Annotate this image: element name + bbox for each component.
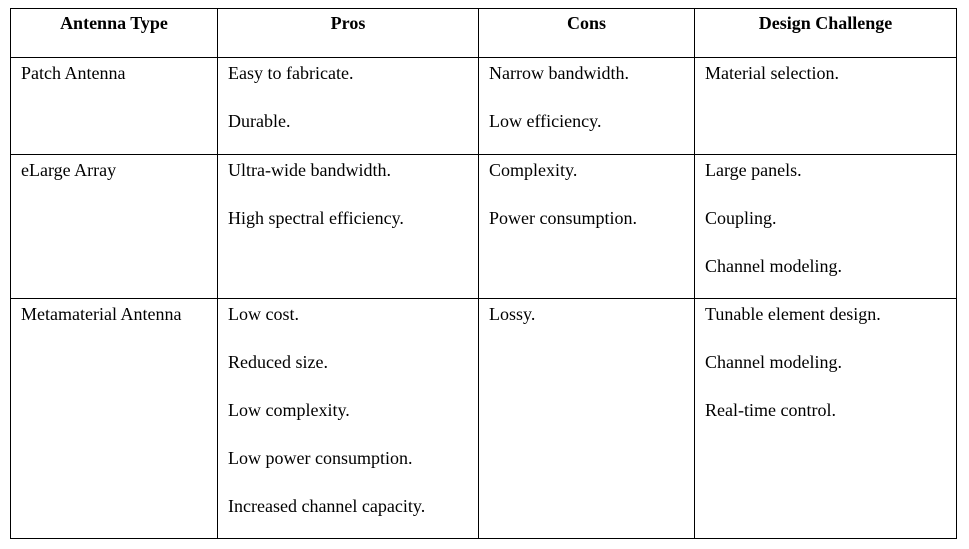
- con-item: Lossy.: [489, 304, 536, 324]
- challenge-item: Channel modeling.: [705, 256, 842, 276]
- con-item: Power consumption.: [489, 208, 637, 228]
- cell-cons: [479, 299, 695, 539]
- pro-item: Low power consumption.: [228, 448, 413, 468]
- table-row: [11, 58, 957, 155]
- header-cons: Cons: [479, 9, 695, 58]
- cell-design-challenge: [695, 58, 957, 155]
- cell-cons: [479, 58, 695, 155]
- challenge-item: Real-time control.: [705, 400, 836, 420]
- antenna-type-label: eLarge Array: [21, 160, 117, 180]
- table-row: [11, 155, 957, 299]
- challenge-item: Material selection.: [705, 63, 839, 83]
- cell-cons: [479, 155, 695, 299]
- pro-item: Reduced size.: [228, 352, 328, 372]
- cell-design-challenge: [695, 299, 957, 539]
- cell-antenna-type: [11, 299, 218, 539]
- con-item: Narrow bandwidth.: [489, 63, 629, 83]
- pro-item: Ultra-wide bandwidth.: [228, 160, 391, 180]
- cell-antenna-type: [11, 155, 218, 299]
- pro-item: Increased channel capacity.: [228, 496, 426, 516]
- cell-pros: [218, 58, 479, 155]
- challenge-item: Large panels.: [705, 160, 802, 180]
- table-body: [11, 58, 957, 539]
- header-antenna-type: Antenna Type: [11, 9, 218, 58]
- cell-design-challenge: [695, 155, 957, 299]
- challenge-item: Coupling.: [705, 208, 777, 228]
- header-design-challenge: Design Challenge: [695, 9, 957, 58]
- pro-item: Low complexity.: [228, 400, 350, 420]
- table-row: [11, 299, 957, 539]
- pro-item: Durable.: [228, 111, 291, 131]
- antenna-comparison-table: [10, 8, 957, 539]
- cell-pros: [218, 299, 479, 539]
- con-item: Low efficiency.: [489, 111, 602, 131]
- con-item: Complexity.: [489, 160, 578, 180]
- table-header: [11, 9, 957, 58]
- challenge-item: Channel modeling.: [705, 352, 842, 372]
- cell-pros: [218, 155, 479, 299]
- cell-antenna-type: [11, 58, 218, 155]
- pro-item: Easy to fabricate.: [228, 63, 354, 83]
- antenna-type-label: Metamaterial Antenna: [21, 304, 182, 324]
- header-pros: Pros: [218, 9, 479, 58]
- antenna-type-label: Patch Antenna: [21, 63, 126, 83]
- header-row: [11, 9, 957, 58]
- challenge-item: Tunable element design.: [705, 304, 881, 324]
- pro-item: Low cost.: [228, 304, 299, 324]
- pro-item: High spectral efficiency.: [228, 208, 404, 228]
